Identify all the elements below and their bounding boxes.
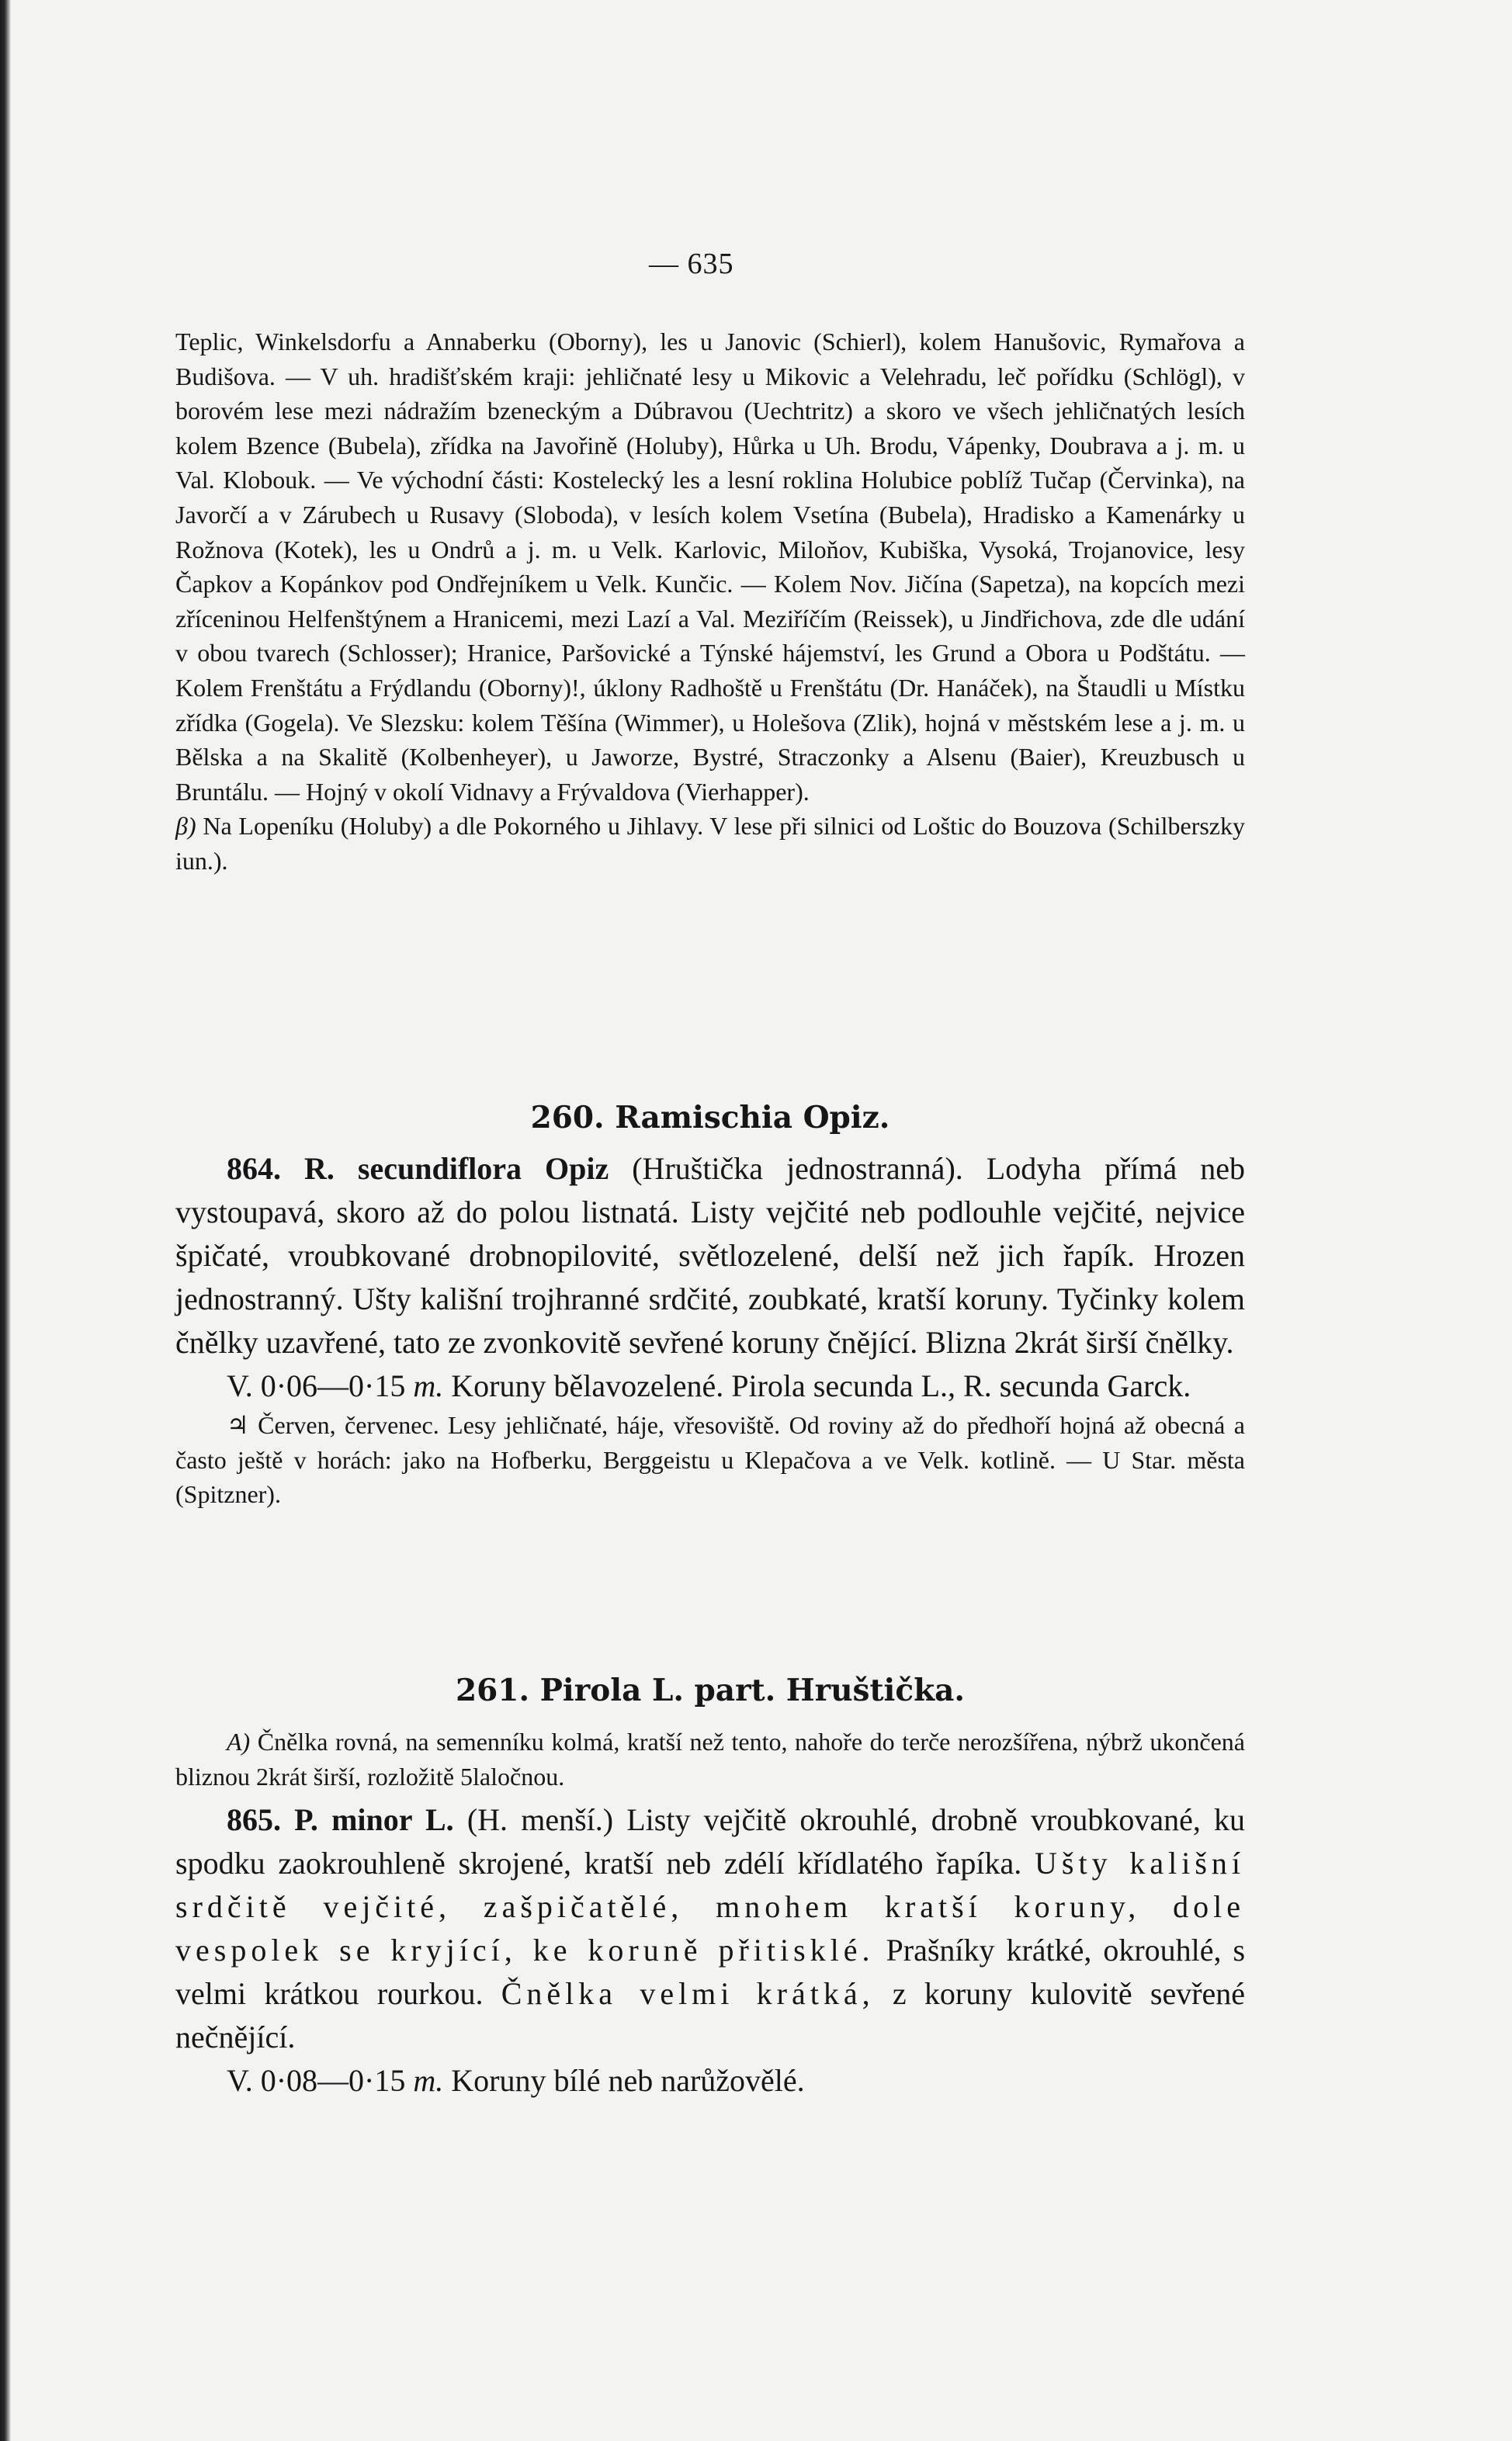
species-865-unit: m. bbox=[413, 2063, 444, 2099]
species-864-habitat bbox=[175, 1408, 1245, 1512]
species-865-text-3: z koruny kulovitě sevřené nečnějící. bbox=[175, 1976, 1246, 2055]
species-865-name: P. minor L. bbox=[294, 1802, 454, 1838]
genus-heading-261: 261. Pirola L. part. Hruštička. bbox=[456, 1673, 965, 1708]
species-865-size-value: V. 0·08—0·15 bbox=[227, 2063, 406, 2099]
species-865-spaced-1: Ušty kališní srdčitě vejčité, zašpičatělé, mnohem kratší koruny, dole vespolek se kryjící, ke koruně přitisklé. bbox=[175, 1846, 1246, 1968]
species-864-number: 864. bbox=[227, 1151, 281, 1186]
species-864-size-rest: Koruny bělavozelené. Pirola secunda L., R. secunda Garck. bbox=[451, 1368, 1191, 1403]
beta-marker: β) bbox=[175, 812, 196, 841]
species-865-text-2: Prašníky krátké, okrouhlé, s velmi krátkou rourkou. bbox=[175, 1933, 1246, 2012]
species-864-name: R. secundiflora Opiz bbox=[304, 1151, 609, 1186]
species-865-text-1: (H. menší.) Listy vejčitě okrouhlé, drobně vroubkované, ku spodku zaokrouhleně skrojené, kratší neb zdélí křídlatého řapíka. bbox=[175, 1802, 1246, 1881]
key-a-marker: A) bbox=[227, 1728, 251, 1756]
species-864-entry bbox=[175, 1147, 1245, 1512]
genus-heading-260: 260. Ramischia Opiz. bbox=[530, 1100, 890, 1136]
key-a-text: Čnělka rovná, na semenníku kolmá, kratší než tento, nahoře do terče nerozšířena, nýbrž ukončená bliznou 2krát širší, rozložitě 5laločnou. bbox=[175, 1728, 1246, 1791]
species-865-spaced-2: Čnělka velmi krátká, bbox=[501, 1976, 875, 2012]
species-864-size bbox=[175, 1364, 1245, 1408]
species-864-size-value: V. 0·06—0·15 bbox=[227, 1368, 406, 1403]
key-a bbox=[175, 1725, 1245, 1794]
beta-text: Na Lopeníku (Holuby) a dle Pokorného u Jihlavy. V lese při silnici od Loštic do Bouzova (Schilberszky iun.). bbox=[175, 812, 1246, 875]
species-865-size-rest: Koruny bílé neb narůžovělé. bbox=[451, 2063, 805, 2099]
species-864-unit: m. bbox=[413, 1368, 444, 1403]
previous-species-distribution bbox=[175, 324, 1245, 879]
page-number: — 635 bbox=[649, 248, 734, 280]
genus-261-content bbox=[175, 1725, 1245, 2103]
species-864-text: (Hruštička jednostranná). Lodyha přímá neb vystoupavá, skoro až do polou listnatá. Listy vejčité neb podlouhle vejčité, nejvice špičaté, vroubkované drobnopilovité, světlozelené, delší než jich řapík. Hrozen jednostranný. Ušty kališní trojhranné srdčité, zoubkaté, kratší koruny. Tyčinky kolem čnělky uzavřené, tato ze zvonkovitě sevřené koruny čnějící. Blizna 2krát širší čnělky. bbox=[175, 1151, 1245, 1360]
perennial-icon: ♃ bbox=[227, 1411, 249, 1439]
species-865-size bbox=[175, 2059, 1245, 2103]
distribution-text: Teplic, Winkelsdorfu a Annaberku (Oborny), les u Janovic (Schierl), kolem Hanušovic, Rymařova a Budišova. — V uh. hradišťském kraji: jehličnaté lesy u Mikovic a Velehradu, leč pořídku (Schlögl), v borovém lese mezi nádražím bzeneckým a Dúbravou (Uechtritz) a skoro ve všech jehličnatých lesích kolem Bzence (Bubela), zřídka na Javořině (Holuby), Hůrka u Uh. Brodu, Vápenky, Doubrava a j. m. u Val. Klobouk. — Ve východní části: Kostelecký les a lesní roklina Holubice poblíž Tučap (Červinka), na Javorčí a v Zárubech u Rusavy (Sloboda), v lesích kolem Vsetína (Bubela), Hradisko a Kamenárky u Rožnova (Kotek), les u Ondrů a j. m. u Velk. Karlovic, Miloňov, Kubiška, Vysoká, Trojanovice, lesy Čapkov a Kopánkov pod Ondřejníkem u Velk. Kunčic. — Kolem Nov. Jičína (Sapetza), na kopcích mezi zříceninou Helfenštýnem a Hranicemi, mezi Lazí a Val. Meziříčím (Reissek), u Jindřichova, zde dle udání v obou tvarech (Schlosser); Hranice, Paršovické a Týnské hájemství, les Grund a Obora u Podštátu. — Kolem Frenštátu a Frýdlandu (Oborny)!, úklony Radhoště u Frenštátu (Dr. Hanáček), na Štaudli u Místku zřídka (Gogela). Ve Slezsku: kolem Těšína (Wimmer), u Holešova (Zlik), hojná v městském lese a j. m. u Bělska a na Skalitě (Kolbenheyer), u Jaworze, Bystré, Straczonky a Alsenu (Baier), Kreuzbusch u Bruntálu. — Hojný v okolí Vidnavy a Frývaldova (Vierhapper). bbox=[175, 328, 1245, 806]
species-864-description bbox=[175, 1147, 1245, 1364]
species-865-description bbox=[175, 1798, 1245, 2059]
species-865-number: 865. bbox=[227, 1802, 281, 1838]
distribution-paragraph bbox=[175, 324, 1245, 879]
scan-left-edge bbox=[0, 0, 11, 2441]
species-864-habitat-text: Červen, červenec. Lesy jehličnaté, háje, vřesoviště. Od roviny až do předhoří hojná až obecná a často ještě v horách: jako na Hofberku, Berggeistu u Klepačova a ve Velk. kotlině. — U Star. města (Spitzner). bbox=[175, 1411, 1246, 1509]
